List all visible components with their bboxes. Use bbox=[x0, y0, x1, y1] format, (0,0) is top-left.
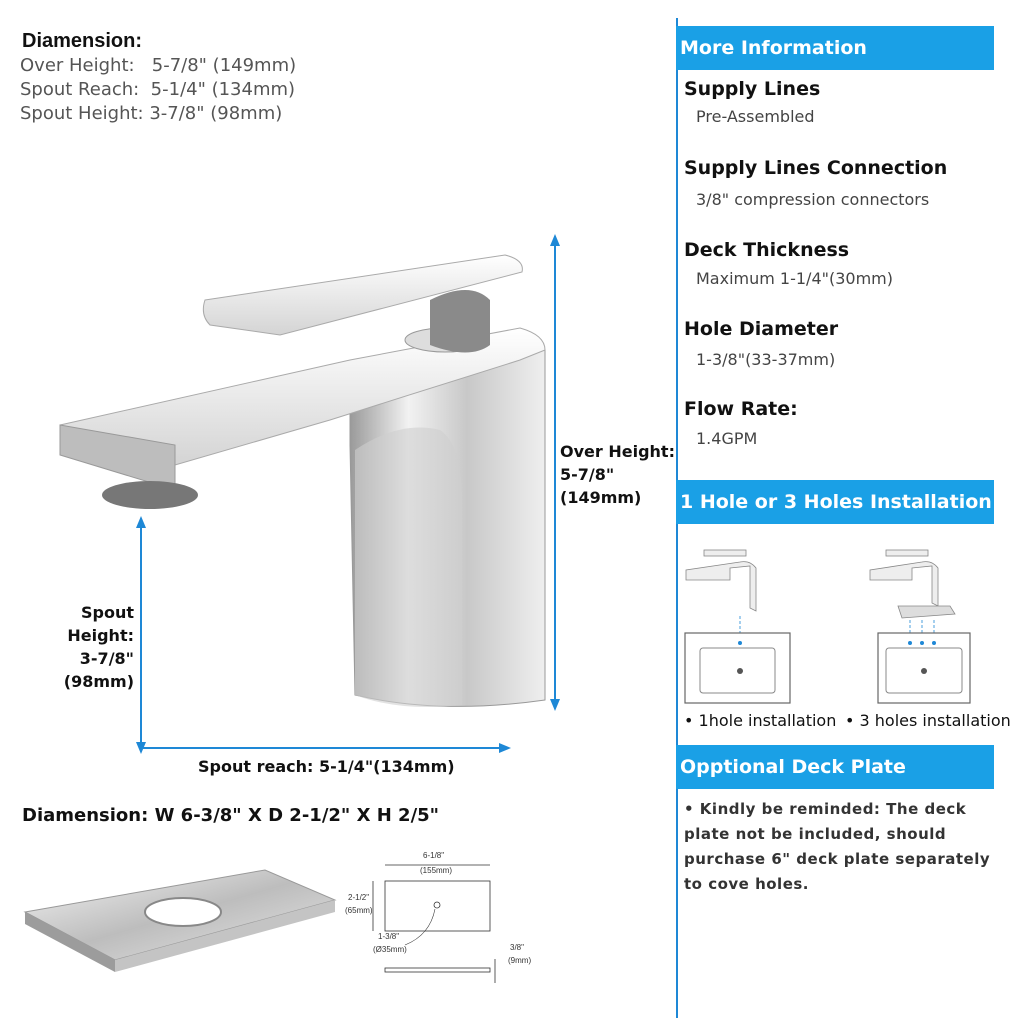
spout-height-inch: 3-7/8" bbox=[79, 649, 134, 668]
deck-thickness-value: Maximum 1-1/4"(30mm) bbox=[696, 269, 893, 288]
installation-header: 1 Hole or 3 Holes Installation bbox=[676, 480, 994, 524]
dimension-over-height: Over Height: 5-7/8" (149mm) bbox=[20, 55, 297, 76]
flow-rate-title: Flow Rate: bbox=[684, 398, 798, 420]
dimension-title: Diamension: bbox=[22, 30, 143, 52]
plate-depth-label: 2-1/2" bbox=[348, 893, 370, 902]
plate-dimension-title: Diamension: W 6-3/8" X D 2-1/2" X H 2/5" bbox=[22, 805, 440, 826]
caption-three-holes: • 3 holes installation bbox=[845, 711, 1011, 730]
plate-depth-mm: (65mm) bbox=[345, 906, 373, 915]
spout-height-label bbox=[10, 601, 134, 693]
spout-height-mm: (98mm) bbox=[63, 672, 134, 691]
plate-thick-label: 3/8" bbox=[510, 943, 524, 952]
over-height-inch: 5-7/8" bbox=[560, 465, 615, 484]
deck-plate-image bbox=[20, 860, 340, 1000]
plate-hole-label: 1-3/8" bbox=[378, 932, 400, 941]
spout-reach-label: Spout reach: 5-1/4"(134mm) bbox=[198, 757, 455, 776]
supply-connection-value: 3/8" compression connectors bbox=[696, 190, 930, 209]
dimension-spout-height: Spout Height: 3-7/8" (98mm) bbox=[20, 103, 283, 124]
deck-plate-note: • Kindly be reminded: The deck plate not be included, should purchase 6" deck plate separately to cove holes. bbox=[684, 800, 991, 893]
supply-lines-value: Pre-Assembled bbox=[696, 107, 815, 126]
installation-diagrams bbox=[680, 548, 1010, 710]
plate-width-label: 6-1/8" bbox=[423, 851, 445, 860]
dimension-spout-reach: Spout Reach: 5-1/4" (134mm) bbox=[20, 79, 296, 100]
over-height-label bbox=[560, 440, 675, 509]
over-height-mm: (149mm) bbox=[560, 488, 642, 507]
plate-thick-mm: (9mm) bbox=[508, 956, 532, 965]
supply-lines-title: Supply Lines bbox=[684, 78, 821, 100]
over-height-caption: Over Height: bbox=[560, 442, 675, 461]
more-information-header: More Information bbox=[676, 26, 994, 70]
spout-height-caption: Spout Height: bbox=[67, 603, 134, 645]
plate-hole-mm: (Ø35mm) bbox=[373, 945, 407, 954]
plate-width-mm: (155mm) bbox=[420, 866, 453, 875]
supply-connection-title: Supply Lines Connection bbox=[684, 157, 948, 179]
hole-diameter-title: Hole Diameter bbox=[684, 318, 839, 340]
hole-diameter-value: 1-3/8"(33-37mm) bbox=[696, 350, 836, 369]
flow-rate-value: 1.4GPM bbox=[696, 429, 758, 448]
deck-plate-header: Opptional Deck Plate bbox=[676, 745, 994, 789]
deck-thickness-title: Deck Thickness bbox=[684, 239, 850, 261]
caption-one-hole: • 1hole installation bbox=[684, 711, 837, 730]
info-panel bbox=[676, 20, 1024, 1024]
